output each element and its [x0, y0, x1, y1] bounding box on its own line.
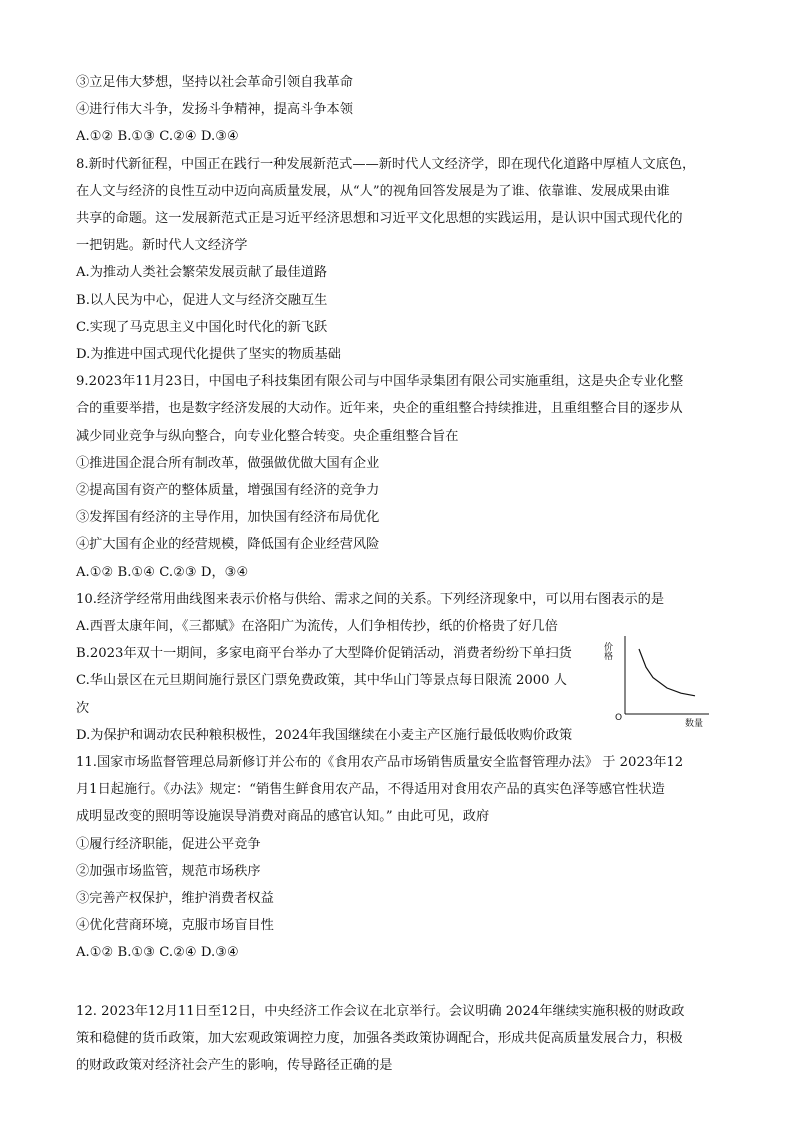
- y-axis-label: 价格: [602, 642, 612, 660]
- text-line: A.为推动人类社会繁荣发展贡献了最佳道路: [76, 265, 328, 280]
- text-line: C.实现了马克思主义中国化时代化的新飞跃: [76, 320, 328, 335]
- text-line: 12. 2023年12月11日至12日，中央经济工作会议在北京举行。会议明确 2024年继续实施积极的财政政: [76, 1004, 685, 1019]
- text-line: 10.经济学经常用曲线图来表示价格与供给、需求之间的关系。下列经济现象中，可以用右图表示的是: [76, 592, 665, 607]
- text-line: 策和稳健的货币政策，加大宏观政策调控力度，加强各类政策协调配合，形成共促高质量发展合力，积极: [76, 1031, 683, 1046]
- demand-curve-figure: [602, 628, 717, 729]
- text-line: ①推进国企混合所有制改革，做强做优做大国有企业: [76, 456, 380, 471]
- text-line: ④进行伟大斗争，发扬斗争精神，提高斗争本领: [76, 102, 353, 117]
- text-line: 在人文与经济的良性互动中迈向高质量发展，从“人”的视角回答发展是为了谁、依靠谁、发展成果由谁: [76, 184, 670, 199]
- text-line: ①履行经济职能，促进公平竞争: [76, 837, 261, 852]
- text-line: B.2023年双十一期间，多家电商平台举办了大型降价促销活动，消费者纷纷下单扫货: [76, 646, 572, 661]
- origin-label: O: [615, 713, 623, 723]
- text-line: ④扩大国有企业的经营规模，降低国有企业经营风险: [76, 537, 380, 552]
- text-line: ③完善产权保护，维护消费者权益: [76, 891, 274, 906]
- text-line: 次: [76, 701, 90, 716]
- text-line: 成明显改变的照明等设施误导消费对商品的感官认知。” 由此可见，政府: [76, 809, 490, 824]
- text-line: ②加强市场监管，规范市场秩序: [76, 864, 261, 879]
- x-axis-label: 数量: [685, 719, 704, 729]
- text-line: 8.新时代新征程，中国正在践行一种发展新范式——新时代人文经济学，即在现代化道路中厚植人文底色，: [76, 157, 696, 172]
- text-line: 的财政政策对经济社会产生的影响，传导路径正确的是: [76, 1058, 393, 1073]
- demand-curve: [639, 649, 695, 696]
- text-line: D.为保护和调动农民种粮积极性，2024年我国继续在小麦主产区施行最低收购价政策: [76, 728, 573, 743]
- text-line: 月1日起施行。《办法》规定：“销售生鲜食用农产品，不得适用对食用农产品的真实色泽等感官性状造: [76, 782, 665, 797]
- text-line: 减少同业竞争与纵向整合，向专业化整合转变。央企重组整合旨在: [76, 429, 459, 444]
- curve-chart: [602, 628, 717, 729]
- text-line: 共享的命题。这一发展新范式正是习近平经济思想和习近平文化思想的实践运用，是认识中国式现代化的: [76, 211, 683, 226]
- text-line: A.①② B.①④ C.②③ D，③④: [76, 565, 249, 580]
- text-line: ③发挥国有经济的主导作用，加快国有经济布局优化: [76, 510, 380, 525]
- text-line: C.华山景区在元旦期间施行景区门票免费政策，其中华山门等景点每日限流 2000 人: [76, 673, 567, 688]
- text-line: 9.2023年11月23日，中国电子科技集团有限公司与中国华录集团有限公司实施重组，这是央企专业化整: [76, 374, 684, 389]
- text-line: ②提高国有资产的整体质量，增强国有经济的竞争力: [76, 483, 380, 498]
- text-line: ④优化营商环境，克服市场盲目性: [76, 918, 274, 933]
- text-line: D.为推进中国式现代化提供了坚实的物质基础: [76, 347, 341, 362]
- text-line: 一把钥匙。新时代人文经济学: [76, 238, 248, 253]
- text-line: ③立足伟大梦想，坚持以社会革命引领自我革命: [76, 75, 353, 90]
- text-line: A.西晋太康年间，《三都赋》在洛阳广为流传，人们争相传抄，纸的价格贵了好几倍: [76, 619, 558, 634]
- text-line: A.①② B.①③ C.②④ D.③④: [76, 945, 239, 960]
- text-line: B.以人民为中心，促进人文与经济交融互生: [76, 293, 328, 308]
- text-line: 11.国家市场监督管理总局新修订并公布的《食用农产品市场销售质量安全监督管理办法》 于 2023年12: [76, 755, 684, 770]
- text-line: 合的重要举措，也是数字经济发展的大动作。近年来，央企的重组整合持续推进，且重组整合目的逐步从: [76, 401, 683, 416]
- text-line: A.①② B.①③ C.②④ D.③④: [76, 129, 239, 144]
